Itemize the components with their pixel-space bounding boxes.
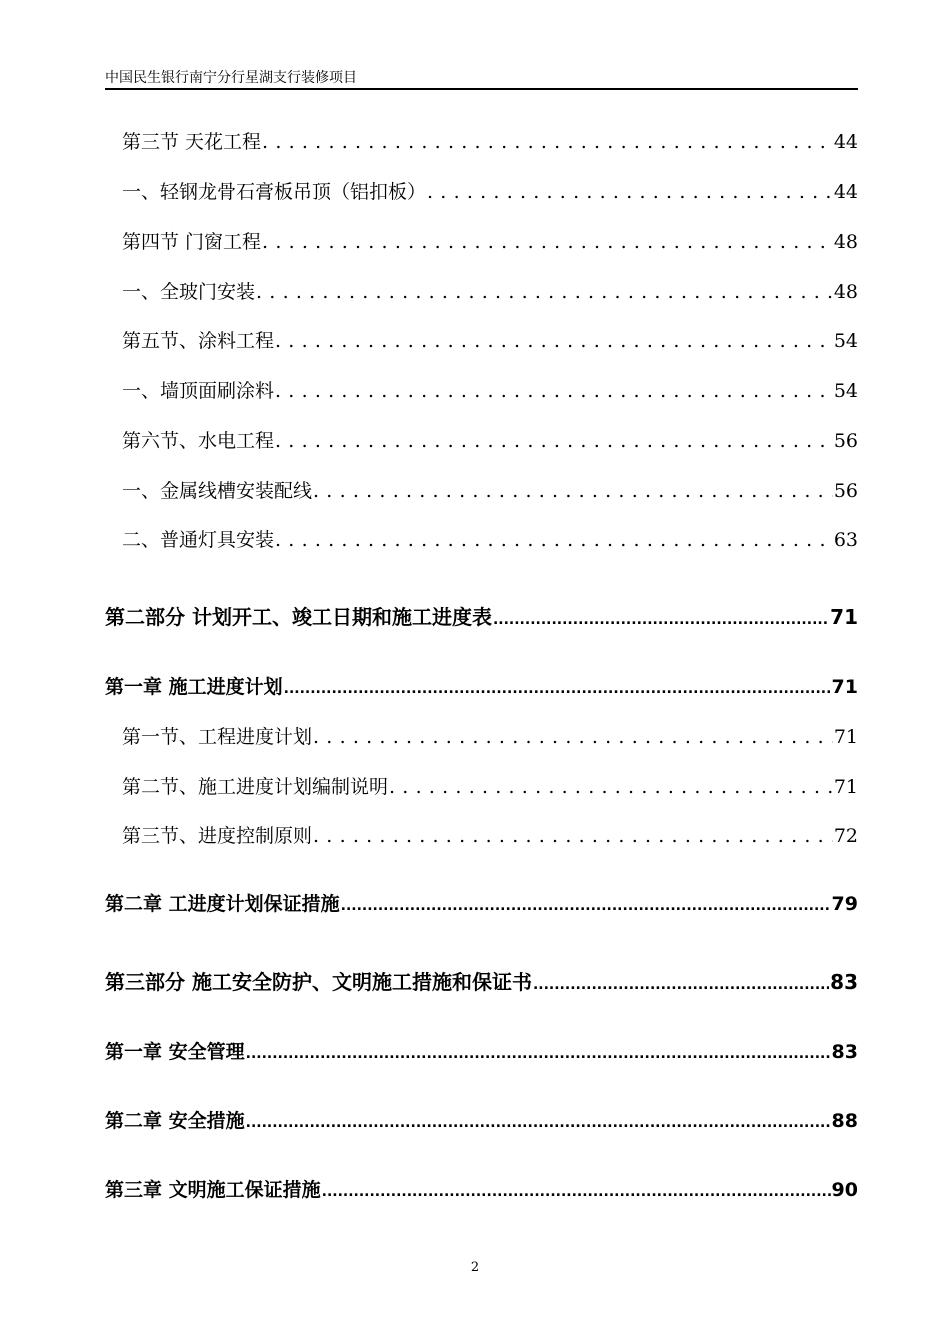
toc-dot-leader	[275, 430, 833, 452]
toc-page-number: 56	[833, 480, 858, 502]
toc-dot-leader	[533, 970, 829, 994]
toc-entry[interactable]	[122, 722, 858, 749]
toc-page-number: 54	[833, 330, 858, 352]
toc-entry[interactable]	[122, 277, 858, 304]
toc-entry-label: 第一章 施工进度计划	[105, 676, 283, 698]
toc-entry-label: 一、墙顶面刷涂料	[122, 380, 275, 402]
toc-entry-label: 第五节、涂料工程	[122, 330, 275, 352]
toc-dot-leader	[313, 726, 833, 748]
toc-entry[interactable]	[122, 821, 858, 848]
toc-entry-label: 第二章 安全措施	[105, 1110, 245, 1132]
toc-page-number: 72	[833, 825, 858, 847]
toc-entry-label: 第三部分 施工安全防护、文明施工措施和保证书	[105, 970, 532, 994]
toc-dot-leader	[493, 605, 829, 629]
toc-entry-label: 第二节、施工进度计划编制说明	[122, 776, 389, 798]
toc-page-number: 54	[833, 380, 858, 402]
toc-entry-part[interactable]	[105, 966, 858, 995]
toc-dot-leader	[275, 330, 833, 352]
toc-entry-label: 第一章 安全管理	[105, 1041, 245, 1063]
toc-entry[interactable]	[122, 426, 858, 453]
toc-dot-leader	[427, 181, 833, 203]
toc-dot-leader	[246, 1041, 831, 1063]
toc-entry-label: 第二部分 计划开工、竣工日期和施工进度表	[105, 605, 492, 629]
toc-page-number: 71	[830, 605, 858, 629]
toc-dot-leader	[284, 676, 831, 698]
toc-page-number: 90	[831, 1179, 858, 1201]
toc-page-number: 63	[833, 529, 858, 551]
toc-entry-label: 第三节、进度控制原则	[122, 825, 313, 847]
toc-page-number: 48	[833, 281, 858, 303]
toc-dot-leader	[262, 231, 833, 253]
toc-entry-chapter[interactable]	[105, 672, 858, 699]
toc-entry-label: 一、全玻门安装	[122, 281, 256, 303]
toc-entry-label: 第三节 天花工程	[122, 131, 262, 153]
toc-entry-label: 第四节 门窗工程	[122, 231, 262, 253]
toc-dot-leader	[389, 776, 833, 798]
toc-page-number: 48	[833, 231, 858, 253]
header-divider	[105, 88, 858, 90]
toc-entry[interactable]	[122, 127, 858, 154]
toc-entry-label: 一、金属线槽安装配线	[122, 480, 313, 502]
toc-entry-label: 第三章 文明施工保证措施	[105, 1179, 321, 1201]
toc-page-number: 56	[833, 430, 858, 452]
toc-dot-leader	[246, 1110, 831, 1132]
toc-page-number: 83	[831, 1041, 858, 1063]
toc-dot-leader	[275, 380, 833, 402]
toc-dot-leader	[256, 281, 833, 303]
page-number: 2	[470, 1260, 480, 1275]
toc-dot-leader	[313, 825, 833, 847]
toc-dot-leader	[262, 131, 833, 153]
toc-entry-label: 第二章 工进度计划保证措施	[105, 893, 340, 915]
toc-page-number: 71	[831, 676, 858, 698]
page-header-title: 中国民生银行南宁分行星湖支行装修项目	[105, 70, 357, 86]
toc-entry-chapter[interactable]	[105, 1037, 858, 1064]
toc-entry-part[interactable]	[105, 601, 858, 630]
toc-entry[interactable]	[122, 476, 858, 503]
toc-page-number: 71	[833, 726, 858, 748]
toc-entry[interactable]	[122, 772, 858, 799]
toc-entry[interactable]	[122, 227, 858, 254]
toc-entry-chapter[interactable]	[105, 1106, 858, 1133]
toc-entry-label: 一、轻钢龙骨石膏板吊顶（铝扣板）	[122, 181, 427, 203]
toc-entry-label: 第一节、工程进度计划	[122, 726, 313, 748]
toc-dot-leader	[275, 529, 833, 551]
toc-dot-leader	[341, 893, 831, 915]
toc-page-number: 79	[831, 893, 858, 915]
toc-entry[interactable]	[122, 326, 858, 353]
toc-entry-label: 二、普通灯具安装	[122, 529, 275, 551]
toc-entry[interactable]	[122, 525, 858, 552]
toc-entry-chapter[interactable]	[105, 1175, 858, 1202]
toc-page-number: 44	[833, 181, 858, 203]
toc-page-number: 83	[830, 970, 858, 994]
toc-entry-label: 第六节、水电工程	[122, 430, 275, 452]
toc-entry-chapter[interactable]	[105, 889, 858, 916]
toc-page-number: 88	[831, 1110, 858, 1132]
toc-page-number: 71	[833, 776, 858, 798]
toc-dot-leader	[313, 480, 833, 502]
toc-entry[interactable]	[122, 177, 858, 204]
toc-page-number: 44	[833, 131, 858, 153]
toc-dot-leader	[322, 1179, 831, 1201]
toc-entry[interactable]	[122, 376, 858, 403]
